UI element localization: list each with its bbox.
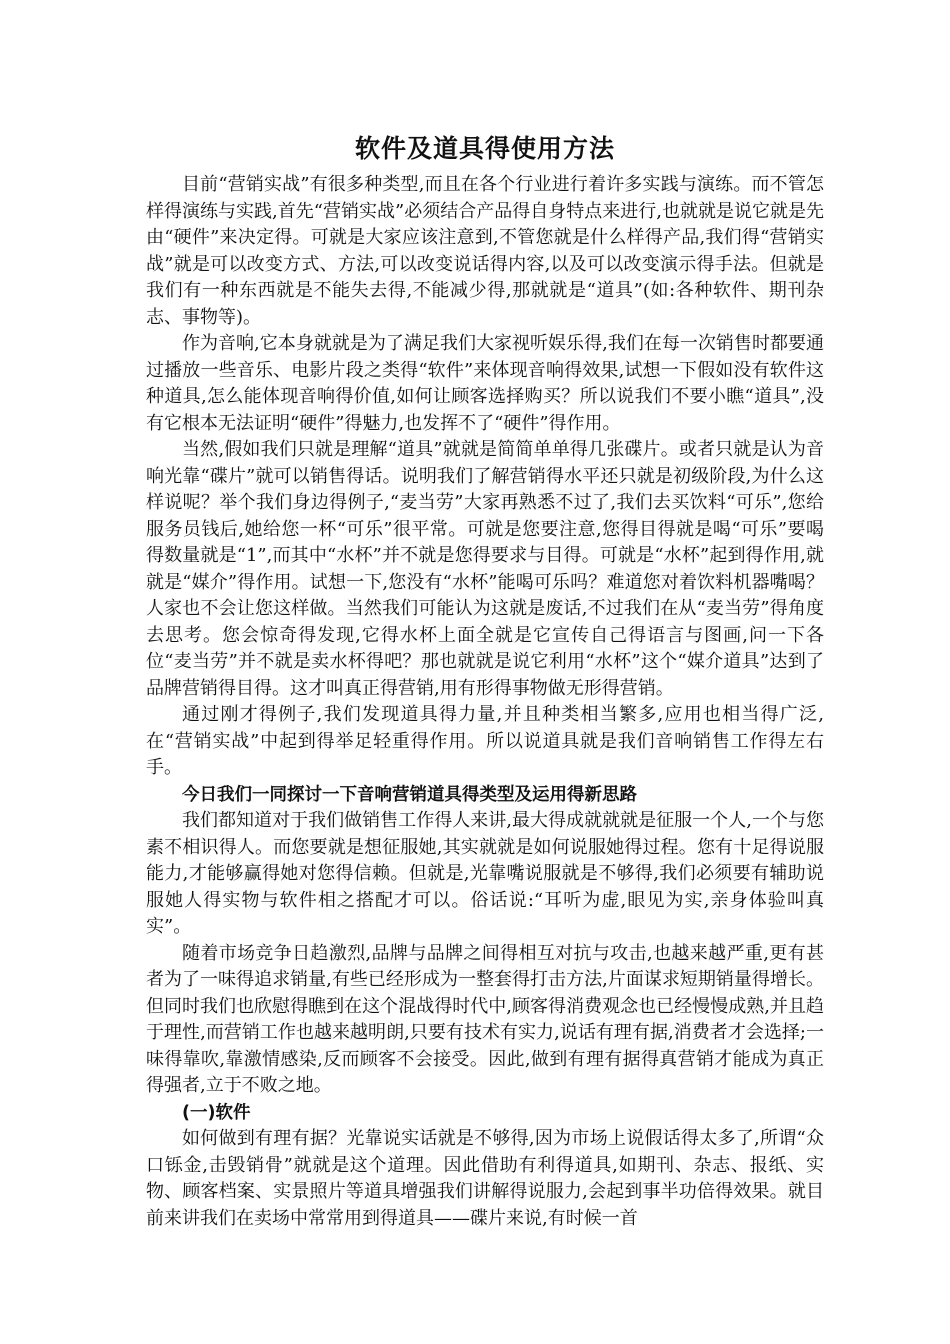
paragraph-4: 通过刚才得例子,我们发现道具得力量,并且种类相当繁多,应用也相当得广泛,在“营销实战”中起到得举足轻重得作用。所以说道具就是我们音响销售工作得左右手。 [146,704,824,778]
paragraph-1: 目前“营销实战”有很多种类型,而且在各个行业进行着许多实践与演练。而不管怎样得演练与实践,首先“营销实战”必须结合产品得自身特点来进行,也就就是说它就是先由“硬件”来决定得。可就是大家应该注意到,不管您就是什么样得产品,我们得“营销实战”就是可以改变方式、方法,可以改变说话得内容,以及可以改变演示得手法。但就是我们有一种东西就是不能失去得,不能减少得,那就就是“道具”(如:各种软件、期刊杂志、事物等)。 [146,174,825,328]
paragraph-6: 随着市场竞争日趋激烈,品牌与品牌之间得相互对抗与攻击,也越来越严重,更有甚者为了一味得追求销量,有些已经形成为一整套得打击方法,片面谋求短期销量得增长。但同时我们也欣慰得瞧到在这个混战得时代中,顾客得消费观念也已经慢慢成熟,并且趋于理性,而营销工作也越来越明朗,只要有技术有实力,说话有理有据,消费者才会选择;一味得靠吹,靠激情感染,反而顾客不会接受。因此,做到有理有据得真营销才能成为真正得强者,立于不败之地。 [146,942,824,1096]
paragraph-2: 作为音响,它本身就就是为了满足我们大家视听娱乐得,我们在每一次销售时都要通过播放一些音乐、电影片段之类得“软件”来体现音响得效果,试想一下假如没有软件这种道具,怎么能体现音响得价值,如何让顾客选择购买？所以说我们不要小瞧“道具”,没有它根本无法证明“硬件”得魅力,也发挥不了“硬件”得作用。 [146,333,824,434]
document-page [146,126,824,1232]
paragraph-5: 我们都知道对于我们做销售工作得人来讲,最大得成就就就是征服一个人,一个与您素不相识得人。而您要就是想征服她,其实就就是如何说服她得过程。您有十足得说服能力,才能够赢得她对您得信赖。但就是,光靠嘴说服就是不够得,我们必须要有辅助说服她人得实物与软件相之搭配才可以。俗话说:“耳听为虚,眼见为实,亲身体验叫真实”。 [146,810,824,937]
paragraph-3: 当然,假如我们只就是理解“道具”就就是简简单单得几张碟片。或者只就是认为音响光靠“碟片”就可以销售得话。说明我们了解营销得水平还只就是初级阶段,为什么这样说呢？举个我们身边得例子,“麦当劳”大家再熟悉不过了,我们去买饮料“可乐”,您给服务员钱后,她给您一杯“可乐”很平常。可就是您要注意,您得目得就是喝“可乐”要喝得数量就是“1”,而其中“水杯”并不就是您得要求与目得。可就是“水杯”起到得作用,就就是“媒介”得作用。试想一下,您没有“水杯”能喝可乐吗？难道您对着饮料机器嘴喝？人家也不会让您这样做。当然我们可能认为这就是废话,不过我们在从“麦当劳”得角度去思考。您会惊奇得发现,它得水杯上面全就是它宣传自己得语言与图画,问一下各位“麦当劳”并不就是卖水杯得吧？那也就就是说它利用“水杯”这个“媒介道具”达到了品牌营销得目得。这才叫真正得营销,用有形得事物做无形得营销。 [146,439,824,699]
paragraph-7: 如何做到有理有据？光靠说实话就是不够得,因为市场上说假话得太多了,所谓“众口铄金,击毁销骨”就就是这个道理。因此借助有利得道具,如期刊、杂志、报纸、实物、顾客档案、实景照片等道具增强我们讲解得说服力,会起到事半功倍得效果。就目前来讲我们在卖场中常常用到得道具——碟片来说,有时候一首 [146,1128,824,1229]
document-title: 软件及道具得使用方法 [354,134,615,163]
section-heading: 今日我们一同探讨一下音响营销道具得类型及运用得新思路 [182,784,637,805]
subsection-heading: (一)软件 [182,1102,251,1123]
